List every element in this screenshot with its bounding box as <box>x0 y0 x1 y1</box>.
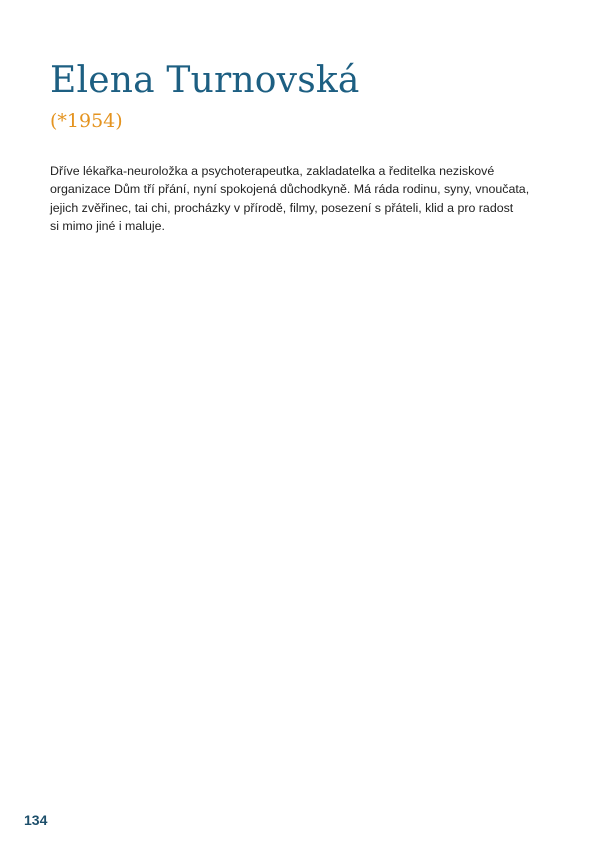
birth-year: (*1954) <box>50 110 123 132</box>
person-name: Elena Turnovská <box>50 60 360 101</box>
bio-line: si mimo jiné i maluje. <box>50 219 165 234</box>
page-number: 134 <box>24 812 48 828</box>
bio-paragraph <box>50 162 570 236</box>
bio-line: Dříve lékařka-neuroložka a psychoterapeutka, zakladatelka a ředitelka neziskové <box>50 164 495 178</box>
bio-line: organizace Dům tří přání, nyní spokojená důchodkyně. Má ráda rodinu, syny, vnoučata, <box>50 182 530 197</box>
bio-line: jejich zvěřinec, tai chi, procházky v přírodě, filmy, posezení s přáteli, klid a pro radost <box>50 200 514 215</box>
